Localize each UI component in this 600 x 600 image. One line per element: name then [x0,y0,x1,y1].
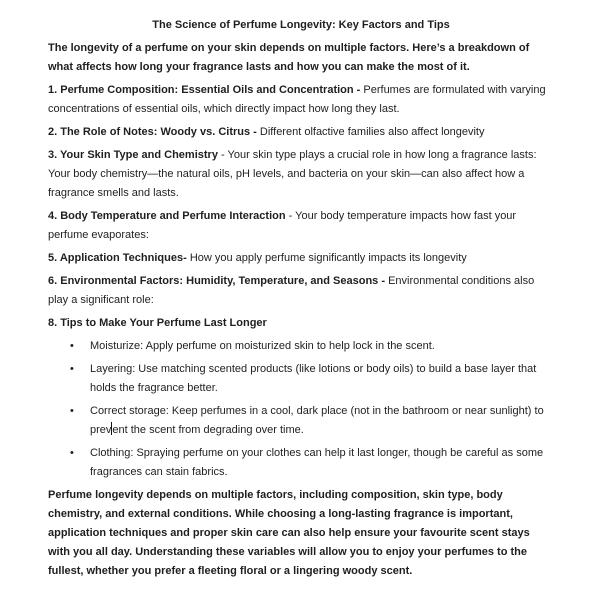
section-label: 4. Body Temperature and Perfume Interaction [48,210,286,222]
tip-text: Correct storage: Keep perfumes in a cool, dark place (not in the bathroom or near sunlight) to prev [90,405,544,436]
tip-item[interactable] [48,402,554,440]
intro-paragraph[interactable]: The longevity of a perfume on your skin depends on multiple factors. Here’s a breakdown of what affects how long your fragrance lasts and how you can make the most of it. [48,42,530,73]
section-text: - Your skin type plays a crucial role in how long a fragrance lasts: Your body chemistry—the natural oils, pH levels, and bacteria on your skin—can also affect how a fragrance smells and lasts. [48,149,537,199]
tips-heading[interactable]: 8. Tips to Make Your Perfume Last Longer [48,317,267,329]
tip-item[interactable] [48,360,554,398]
section-paragraph[interactable] [48,249,554,268]
tip-text: Layering: Use matching scented products (like lotions or body oils) to build a base layer that holds the fragrance better. [90,363,537,394]
tip-text: Moisturize: Apply perfume on moisturized skin to help lock in the scent. [90,340,435,352]
section-label: 3. Your Skin Type and Chemistry [48,149,218,161]
section-text: How you apply perfume significantly impacts its longevity [189,252,467,264]
section-paragraph[interactable] [48,146,554,203]
tip-item[interactable] [48,337,554,356]
section-label: 6. Environmental Factors: Humidity, Temperature, and Seasons - [48,275,386,287]
tip-item[interactable] [48,444,554,482]
section-label: 5. Application Techniques- [48,252,187,264]
tips-list [48,337,554,482]
section-paragraph[interactable] [48,81,554,119]
tips-heading-paragraph[interactable] [48,314,554,333]
section-label: 2. The Role of Notes: Woody vs. Citrus - [48,126,257,138]
section-text: Different olfactive families also affect longevity [259,126,485,138]
section-paragraph[interactable] [48,207,554,245]
conclusion-paragraph[interactable]: Perfume longevity depends on multiple factors, including composition, skin type, body chemistry, and external conditions. While choosing a long-lasting fragrance is important, application techniques and proper skin care can also help ensure your favourite scent stays with you all day. Understanding these variables will allow you to enjoy your perfumes to the fullest, whether you prefer a fleeting floral or a lingering woody scent. [48,489,530,577]
section-text: Environmental conditions also play a significant role: [48,275,535,306]
sections-container [48,81,554,310]
section-text: - Your body temperature impacts how fast your perfume evaporates: [48,210,517,241]
tip-text-after-cursor: ent the scent from degrading over time. [112,424,304,436]
section-paragraph[interactable] [48,272,554,310]
tip-text: Clothing: Spraying perfume on your clothes can help it last longer, though be careful as some fragrances can stain fabrics. [90,447,544,478]
document-title[interactable]: The Science of Perfume Longevity: Key Factors and Tips [152,19,450,31]
section-text: Perfumes are formulated with varying concentrations of essential oils, which directly impact how long they last. [48,84,546,115]
section-paragraph[interactable] [48,123,554,142]
section-label: 1. Perfume Composition: Essential Oils and Concentration - [48,84,361,96]
